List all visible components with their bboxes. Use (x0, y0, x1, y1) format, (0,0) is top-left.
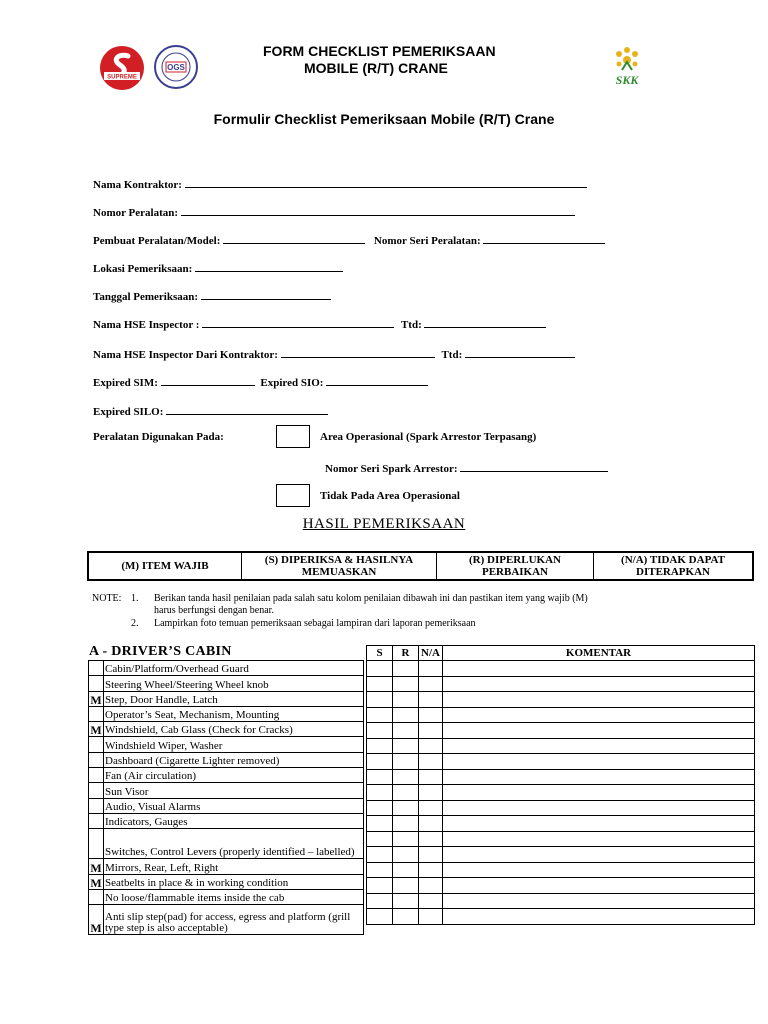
legend-s: (S) DIPERIKSA & HASILNYA MEMUASKAN (242, 552, 437, 580)
grid-row (367, 692, 755, 708)
field-label: Tanggal Pemeriksaan: (93, 291, 199, 303)
table-row (89, 859, 364, 874)
cell-na[interactable] (419, 800, 443, 816)
supreme-logo-text: SUPREME (107, 74, 137, 81)
cell-r[interactable] (393, 676, 419, 692)
cell-s[interactable] (367, 816, 393, 832)
cell-s[interactable] (367, 909, 393, 925)
cell-s[interactable] (367, 661, 393, 677)
mandatory-marker (89, 706, 104, 721)
cell-r[interactable] (393, 723, 419, 739)
field-label: Nomor Peralatan: (93, 207, 179, 219)
mandatory-marker (89, 813, 104, 828)
section-a-rating-grid (366, 645, 755, 925)
item-label: Operator’s Seat, Mechanism, Mounting (104, 706, 364, 721)
column-s: S (367, 646, 393, 661)
mandatory-marker (89, 783, 104, 798)
cell-na[interactable] (419, 831, 443, 847)
cell-komentar[interactable] (443, 909, 755, 925)
tidak-area-checkbox[interactable] (276, 484, 310, 507)
cell-r[interactable] (393, 800, 419, 816)
field-label: Pembuat Peralatan/Model: (93, 235, 221, 247)
item-label: Anti slip step(pad) for access, egress and platform (grill type step is also acceptable) (104, 905, 364, 935)
table-row (89, 737, 364, 752)
ogs-logo-text: OGS (167, 63, 185, 72)
item-label: Seatbelts in place & in working condition (104, 874, 364, 889)
grid-row (367, 785, 755, 801)
cell-komentar[interactable] (443, 738, 755, 754)
cell-r[interactable] (393, 738, 419, 754)
expired-silo-input-line[interactable] (166, 404, 328, 415)
cell-s[interactable] (367, 723, 393, 739)
legend-m: (M) ITEM WAJIB (88, 552, 242, 580)
cell-komentar[interactable] (443, 816, 755, 832)
cell-komentar[interactable] (443, 769, 755, 785)
field-expired-silo (93, 404, 328, 419)
grid-row (367, 707, 755, 723)
note-label: NOTE: (92, 593, 122, 604)
legend-r: (R) DIPERLUKAN PERBAIKAN (437, 552, 594, 580)
cell-na[interactable] (419, 878, 443, 894)
cell-komentar[interactable] (443, 692, 755, 708)
cell-r[interactable] (393, 862, 419, 878)
table-row (89, 661, 364, 676)
cell-komentar[interactable] (443, 723, 755, 739)
field-expired-sim-sio (93, 375, 428, 390)
grid-row (367, 878, 755, 894)
field-nama-kontraktor (93, 177, 587, 192)
note-2-line1: Lampirkan foto temuan pemeriksaan sebagai lampiran dari laporan pemeriksaan (154, 618, 476, 629)
grid-row (367, 847, 755, 863)
cell-r[interactable] (393, 707, 419, 723)
field-label: Expired SIO: (260, 377, 324, 389)
cell-komentar[interactable] (443, 893, 755, 909)
mandatory-marker (89, 737, 104, 752)
section-a-title: A - DRIVER’S CABIN (89, 644, 232, 659)
field-label: Expired SILO: (93, 406, 164, 418)
item-label: Dashboard (Cigarette Lighter removed) (104, 752, 364, 767)
item-label: Audio, Visual Alarms (104, 798, 364, 813)
cell-r[interactable] (393, 692, 419, 708)
ttd-input-line[interactable] (424, 317, 546, 328)
cell-na[interactable] (419, 816, 443, 832)
field-label: Ttd: (441, 349, 463, 361)
grid-row (367, 862, 755, 878)
table-row (89, 768, 364, 783)
ogs-logo (153, 44, 199, 90)
cell-komentar[interactable] (443, 676, 755, 692)
grid-row (367, 738, 755, 754)
field-label: Nomor Seri Spark Arrestor: (325, 463, 458, 475)
item-label: Cabin/Platform/Overhead Guard (104, 661, 364, 676)
column-komentar: KOMENTAR (443, 646, 755, 661)
grid-row (367, 661, 755, 677)
item-label: Fan (Air circulation) (104, 768, 364, 783)
form-title-line1: FORM CHECKLIST PEMERIKSAAN (263, 43, 496, 59)
pembuat-input-line[interactable] (223, 233, 365, 244)
cell-r[interactable] (393, 769, 419, 785)
cell-komentar[interactable] (443, 800, 755, 816)
nomor-seri-input-line[interactable] (483, 233, 605, 244)
cell-r[interactable] (393, 661, 419, 677)
note-1-number: 1. (131, 593, 139, 604)
cell-r[interactable] (393, 754, 419, 770)
mandatory-marker: M (90, 875, 102, 890)
note-1-line1: Berikan tanda hasil penilaian pada salah satu kolom penilaian dibawah ini dan pastikan item yang wajib (M) (154, 593, 588, 604)
mandatory-marker: M (89, 905, 104, 935)
table-row (89, 783, 364, 798)
cell-s[interactable] (367, 893, 393, 909)
cell-komentar[interactable] (443, 707, 755, 723)
cell-komentar[interactable] (443, 831, 755, 847)
item-label: Steering Wheel/Steering Wheel knob (104, 676, 364, 691)
cell-r[interactable] (393, 816, 419, 832)
field-label: Nomor Seri Peralatan: (373, 235, 481, 247)
cell-s[interactable] (367, 831, 393, 847)
item-label: Mirrors, Rear, Left, Right (104, 859, 364, 874)
cell-r[interactable] (393, 847, 419, 863)
table-row (89, 905, 364, 935)
cell-na[interactable] (419, 692, 443, 708)
field-hse-kontraktor (93, 347, 575, 362)
hasil-title-text: HASIL PEMERIKSAAN (302, 516, 466, 532)
cell-s[interactable] (367, 785, 393, 801)
field-label: Nama HSE Inspector Dari Kontraktor: (93, 349, 278, 361)
cell-na[interactable] (419, 847, 443, 863)
lokasi-input-line[interactable] (195, 261, 343, 272)
table-row (89, 676, 364, 691)
column-na: N/A (419, 646, 443, 661)
cell-na[interactable] (419, 676, 443, 692)
grid-row (367, 676, 755, 692)
table-row (89, 874, 364, 889)
field-label: Ttd: (400, 319, 422, 331)
item-label: Sun Visor (104, 783, 364, 798)
cell-na[interactable] (419, 707, 443, 723)
cell-s[interactable] (367, 862, 393, 878)
table-row (89, 691, 364, 706)
cell-r[interactable] (393, 831, 419, 847)
grid-row (367, 754, 755, 770)
cell-s[interactable] (367, 754, 393, 770)
cell-komentar[interactable] (443, 847, 755, 863)
table-row (89, 722, 364, 737)
cell-s[interactable] (367, 692, 393, 708)
column-r: R (393, 646, 419, 661)
grid-row (367, 800, 755, 816)
cell-na[interactable] (419, 769, 443, 785)
table-row (89, 829, 364, 859)
mandatory-marker (89, 676, 104, 691)
hse-kontraktor-input-line[interactable] (281, 347, 435, 358)
cell-s[interactable] (367, 676, 393, 692)
peralatan-digunakan-label: Peralatan Digunakan Pada: (93, 431, 224, 443)
cell-r[interactable] (393, 785, 419, 801)
nomor-peralatan-input-line[interactable] (181, 205, 575, 216)
area-operasional-label: Area Operasional (Spark Arrestor Terpasang) (320, 431, 537, 443)
item-label: Windshield, Cab Glass (Check for Cracks) (104, 722, 364, 737)
skk-logo-text: SKK (615, 73, 639, 87)
cell-komentar[interactable] (443, 862, 755, 878)
cell-na[interactable] (419, 909, 443, 925)
grid-row (367, 723, 755, 739)
ttd-kontraktor-input-line[interactable] (465, 347, 575, 358)
item-label: Indicators, Gauges (104, 813, 364, 828)
cell-komentar[interactable] (443, 878, 755, 894)
tidak-area-label: Tidak Pada Area Operasional (320, 490, 460, 502)
field-nomor-seri-spark (325, 461, 608, 476)
table-row (89, 798, 364, 813)
grid-row (367, 893, 755, 909)
field-label: Nama HSE Inspector : (93, 319, 200, 331)
item-label: No loose/flammable items inside the cab (104, 889, 364, 904)
cell-s[interactable] (367, 878, 393, 894)
cell-r[interactable] (393, 893, 419, 909)
field-pembuat-peralatan (93, 233, 605, 248)
table-row (89, 706, 364, 721)
cell-na[interactable] (419, 723, 443, 739)
mandatory-marker: M (90, 860, 102, 875)
cell-komentar[interactable] (443, 785, 755, 801)
field-label: Nama Kontraktor: (93, 179, 182, 191)
cell-s[interactable] (367, 800, 393, 816)
hasil-title (0, 516, 768, 533)
cell-s[interactable] (367, 847, 393, 863)
form-title-line2: MOBILE (R/T) CRANE (304, 60, 448, 76)
grid-row (367, 909, 755, 925)
mandatory-marker: M (90, 692, 102, 707)
item-label: Switches, Control Levers (properly identified – labelled) (104, 829, 364, 859)
legend-table (87, 551, 754, 581)
cell-na[interactable] (419, 862, 443, 878)
area-operasional-checkbox[interactable] (276, 425, 310, 448)
section-a-items-table (88, 660, 364, 935)
grid-row (367, 831, 755, 847)
table-row (89, 889, 364, 904)
field-hse-inspector (93, 317, 546, 332)
cell-s[interactable] (367, 707, 393, 723)
item-label: Step, Door Handle, Latch (104, 691, 364, 706)
cell-komentar[interactable] (443, 754, 755, 770)
field-tanggal (93, 289, 331, 304)
mandatory-marker (89, 661, 104, 676)
legend-na: (N/A) TIDAK DAPAT DITERAPKAN (594, 552, 754, 580)
grid-row (367, 816, 755, 832)
mandatory-marker (89, 752, 104, 767)
mandatory-marker: M (90, 723, 102, 738)
mandatory-marker (89, 829, 104, 859)
table-row (89, 752, 364, 767)
skk-logo (600, 44, 654, 90)
field-label: Lokasi Pemeriksaan: (93, 263, 193, 275)
mandatory-marker (89, 798, 104, 813)
cell-s[interactable] (367, 769, 393, 785)
cell-s[interactable] (367, 738, 393, 754)
tanggal-input-line[interactable] (201, 289, 331, 300)
field-lokasi (93, 261, 343, 276)
item-label: Windshield Wiper, Washer (104, 737, 364, 752)
mandatory-marker (89, 768, 104, 783)
cell-na[interactable] (419, 893, 443, 909)
field-nomor-peralatan (93, 205, 575, 220)
mandatory-marker (89, 889, 104, 904)
cell-r[interactable] (393, 878, 419, 894)
cell-komentar[interactable] (443, 661, 755, 677)
hse-inspector-input-line[interactable] (202, 317, 394, 328)
cell-na[interactable] (419, 785, 443, 801)
form-subtitle: Formulir Checklist Pemeriksaan Mobile (R/T) Crane (213, 111, 555, 127)
field-label: Expired SIM: (93, 377, 158, 389)
supreme-logo (98, 44, 146, 92)
cell-na[interactable] (419, 738, 443, 754)
grid-row (367, 769, 755, 785)
nama-kontraktor-input-line[interactable] (185, 177, 587, 188)
cell-r[interactable] (393, 909, 419, 925)
cell-na[interactable] (419, 754, 443, 770)
expired-sim-input-line[interactable] (161, 375, 255, 386)
cell-na[interactable] (419, 661, 443, 677)
note-1-line2: harus berfungsi dengan benar. (154, 605, 274, 616)
expired-sio-input-line[interactable] (326, 375, 428, 386)
nomor-seri-spark-input-line[interactable] (460, 461, 608, 472)
note-2-number: 2. (131, 618, 139, 629)
table-row (89, 813, 364, 828)
